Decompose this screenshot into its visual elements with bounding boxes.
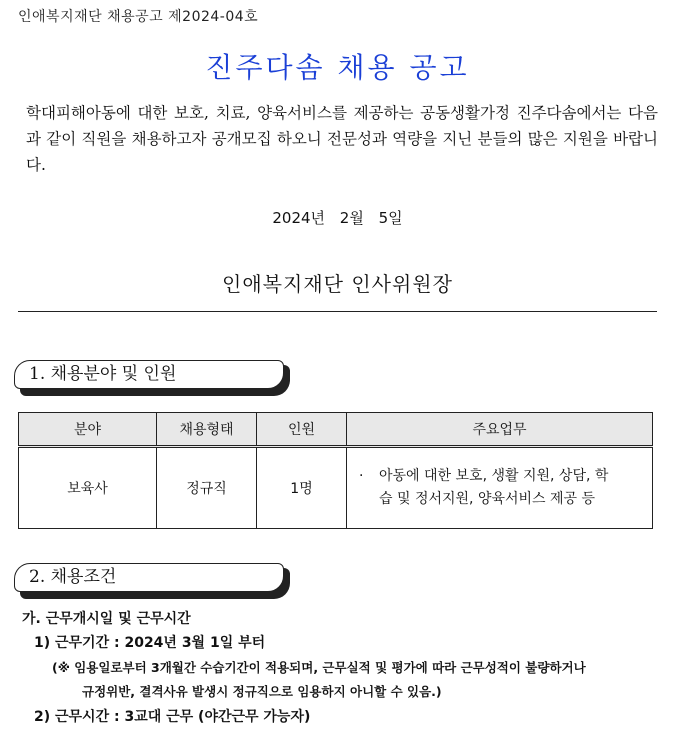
column-header-count: 인원 — [257, 413, 347, 447]
work-hours: 2) 근무시간 : 3교대 근무 (야간근무 가능자) — [34, 709, 311, 725]
cell-field: 보육사 — [19, 447, 157, 529]
section-1-heading-label: 1. 채용분야 및 인원 — [14, 360, 284, 389]
cell-count: 1명 — [257, 447, 347, 529]
table-row — [19, 447, 653, 529]
divider — [18, 311, 657, 312]
cell-type: 정규직 — [157, 447, 257, 529]
duty-text-line2: 습 및 정서지원, 양육서비스 제공 등 — [379, 491, 596, 507]
document-number: 인애복지재단 채용공고 제2024-04호 — [18, 9, 259, 25]
section-2-heading — [14, 563, 290, 599]
table-header-row — [19, 413, 653, 447]
column-header-field: 분야 — [19, 413, 157, 447]
work-period: 1) 근무기간 : 2024년 3월 1일 부터 — [34, 635, 266, 651]
cell-duties — [347, 447, 653, 529]
subsection-a-title: 가. 근무개시일 및 근무시간 — [22, 611, 191, 627]
section-1-heading — [14, 360, 290, 396]
intro-paragraph: 학대피해아동에 대한 보호, 치료, 양육서비스를 제공하는 공동생활가정 진주다솜에서는 다음과 같이 직원을 채용하고자 공개모집 하오니 전문성과 역량을 지닌 분들의 많은 지원을 바랍니다. — [26, 104, 658, 174]
column-header-duties: 주요업무 — [347, 413, 653, 447]
recruitment-table — [18, 412, 653, 529]
page-title: 진주다솜 채용 공고 — [205, 51, 470, 84]
signer: 인애복지재단 인사위원장 — [222, 272, 453, 296]
bullet: · — [359, 468, 364, 484]
announcement-date: 2024년 2월 5일 — [272, 209, 403, 227]
column-header-type: 채용형태 — [157, 413, 257, 447]
section-2-heading-label: 2. 채용조건 — [14, 563, 284, 592]
probation-note-line2: 규정위반, 결격사유 발생시 정규직으로 임용하지 아니할 수 있음.) — [82, 684, 442, 699]
duty-text-line1: 아동에 대한 보호, 생활 지원, 상담, 학 — [379, 468, 609, 484]
probation-note-line1: (※ 임용일로부터 3개월간 수습기간이 적용되며, 근무실적 및 평가에 따라 근무성적이 불량하거나 — [52, 660, 586, 675]
bullet-spacer — [359, 488, 379, 511]
